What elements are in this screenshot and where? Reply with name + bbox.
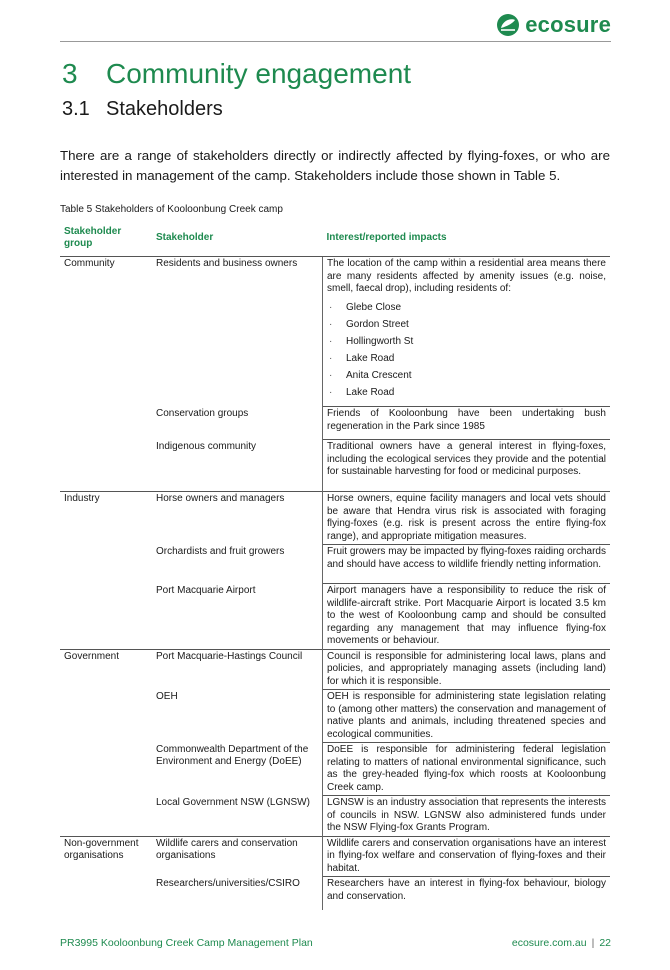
brand-name: ecosure [525, 12, 611, 37]
bullet-icon: · [329, 301, 333, 313]
footer-separator: | [591, 937, 595, 949]
table-row [60, 649, 610, 690]
section-number: 3 [62, 58, 78, 89]
impact-text: Council is responsible for administering local laws, plans and policies, and appropriately managing assets (including land) for which it is responsible. [327, 650, 606, 687]
impact-cell [323, 649, 611, 690]
stakeholder-group-cell [60, 877, 152, 910]
impact-cell [323, 545, 611, 584]
stakeholder-group-cell [60, 796, 152, 837]
stakeholder-cell: Researchers/universities/CSIRO [152, 877, 323, 910]
subsection-title: Stakeholders [106, 98, 223, 120]
stakeholder-group-cell [60, 690, 152, 743]
stakeholder-cell: Port Macquarie-Hastings Council [152, 649, 323, 690]
impact-cell [323, 257, 611, 407]
bullet-icon: · [329, 386, 333, 398]
impact-text: OEH is responsible for administering state legislation relating to (among other matters) the conservation and management of native plants and animals, including threatened species and ecological communities. [327, 691, 606, 740]
bullet-icon: · [329, 352, 333, 364]
section-heading [62, 58, 411, 90]
table-row [60, 440, 610, 492]
stakeholder-cell: Residents and business owners [152, 257, 323, 407]
stakeholder-group-cell [60, 407, 152, 440]
stakeholder-group-cell [60, 584, 152, 650]
impact-text: Airport managers have a responsibility to reduce the risk of wildlife-aircraft strike. Port Macquarie Airport is located 3.5 km to the west of Kooloonbung camp and should be consulted regarding any management that may influence flying-fox movements or behaviour. [327, 585, 606, 646]
stakeholder-cell: Orchardists and fruit growers [152, 545, 323, 584]
stakeholder-cell: Horse owners and managers [152, 492, 323, 545]
impact-text: Fruit growers may be impacted by flying-foxes raiding orchards and should have access to wildlife friendly netting information. [327, 546, 606, 570]
table-row [60, 584, 610, 650]
list-item-text: Hollingworth St [346, 335, 414, 347]
list-item-text: Lake Road [346, 386, 395, 398]
stakeholder-cell: Port Macquarie Airport [152, 584, 323, 650]
footer-page-info [512, 937, 611, 949]
list-item [327, 316, 606, 333]
table-row [60, 743, 610, 796]
impact-cell [323, 440, 611, 492]
table-caption: Table 5 Stakeholders of Kooloonbung Creek camp [60, 204, 283, 215]
footer-document-title: PR3995 Kooloonbung Creek Camp Management Plan [60, 937, 313, 949]
impact-cell [323, 743, 611, 796]
bullet-icon: · [329, 369, 333, 381]
list-item-text: Anita Crescent [346, 369, 412, 381]
table-row [60, 877, 610, 910]
impact-cell [323, 584, 611, 650]
stakeholder-cell: Indigenous community [152, 440, 323, 492]
table-row [60, 492, 610, 545]
column-header-group: Stakeholder group [60, 220, 152, 257]
stakeholder-cell: Commonwealth Department of the Environment and Energy (DoEE) [152, 743, 323, 796]
table-header-row [60, 220, 610, 257]
stakeholder-group-cell: Government [60, 649, 152, 690]
subsection-number: 3.1 [62, 98, 90, 120]
impact-text: Friends of Kooloonbung have been undertaking bush regeneration in the Park since 1985 [327, 408, 606, 432]
ecosure-leaf-icon [496, 13, 520, 37]
impact-text: DoEE is responsible for administering federal legislation relating to matters of national environmental significance, such as the grey-headed flying-fox which roosts at Kooloonbung Creek camp. [327, 744, 606, 793]
stakeholder-group-cell [60, 440, 152, 492]
section-title: Community engagement [106, 58, 412, 89]
intro-paragraph: There are a range of stakeholders directly or indirectly affected by flying-foxes, or who are interested in management of the camp. Stakeholders include those shown in Table 5. [60, 148, 610, 183]
list-item [327, 367, 606, 384]
stakeholder-cell: Conservation groups [152, 407, 323, 440]
table-row [60, 257, 610, 407]
stakeholder-table [60, 220, 610, 910]
bullet-icon: · [329, 335, 333, 347]
stakeholder-group-cell: Non-government organisations [60, 836, 152, 877]
impact-text: Horse owners, equine facility managers and local vets should be aware that Hendra virus risk is associated with foraging flying-foxes (e.g. risk is present across the entire flying-fox range), and appropriate mitigation measures. [327, 493, 606, 542]
impact-text: Traditional owners have a general interest in flying-foxes, including the ecological services they provide and the potential for sustainable harvesting for food or medicinal purposes. [327, 441, 606, 477]
table-row [60, 545, 610, 584]
table-row [60, 407, 610, 440]
impact-cell [323, 407, 611, 440]
list-item-text: Glebe Close [346, 301, 402, 313]
table-row [60, 836, 610, 877]
stakeholder-cell: OEH [152, 690, 323, 743]
list-item [327, 384, 606, 401]
impact-text: Researchers have an interest in flying-fox behaviour, biology and conservation. [327, 878, 606, 902]
list-item [327, 299, 606, 316]
table-body [60, 257, 610, 910]
column-header-stakeholder: Stakeholder [152, 220, 323, 257]
bullet-icon: · [329, 318, 333, 330]
impact-text: Wildlife carers and conservation organisations have an interest in flying-fox welfare and conservation of flying-foxes and their habitat. [327, 837, 606, 874]
stakeholder-group-cell: Community [60, 257, 152, 407]
residential-street-list [327, 299, 606, 401]
stakeholder-cell: Local Government NSW (LGNSW) [152, 796, 323, 837]
impact-text: LGNSW is an industry association that represents the interests of councils in NSW. LGNSW also administered funds under the NSW Flying-fox Grants Program. [327, 797, 606, 833]
subsection-heading [62, 98, 223, 121]
header-rule [60, 41, 611, 42]
stakeholder-group-cell [60, 743, 152, 796]
impact-cell [323, 836, 611, 877]
table-row [60, 796, 610, 837]
list-item [327, 350, 606, 367]
table-row [60, 690, 610, 743]
stakeholder-cell: Wildlife carers and conservation organisations [152, 836, 323, 877]
impact-cell [323, 690, 611, 743]
column-header-impacts: Interest/reported impacts [323, 220, 611, 257]
impact-text: The location of the camp within a residential area means there are many residents affected by amenity issues (e.g. noise, smell, faecal drop), including residents of: [327, 258, 606, 294]
brand-logo [496, 12, 611, 38]
impact-cell [323, 877, 611, 910]
list-item-text: Gordon Street [346, 318, 409, 330]
footer-website: ecosure.com.au [511, 937, 587, 949]
impact-cell [323, 796, 611, 837]
stakeholder-group-cell: Industry [60, 492, 152, 545]
list-item [327, 333, 606, 350]
stakeholder-group-cell [60, 545, 152, 584]
page-number: 22 [599, 937, 611, 949]
list-item-text: Lake Road [346, 352, 395, 364]
impact-cell [323, 492, 611, 545]
